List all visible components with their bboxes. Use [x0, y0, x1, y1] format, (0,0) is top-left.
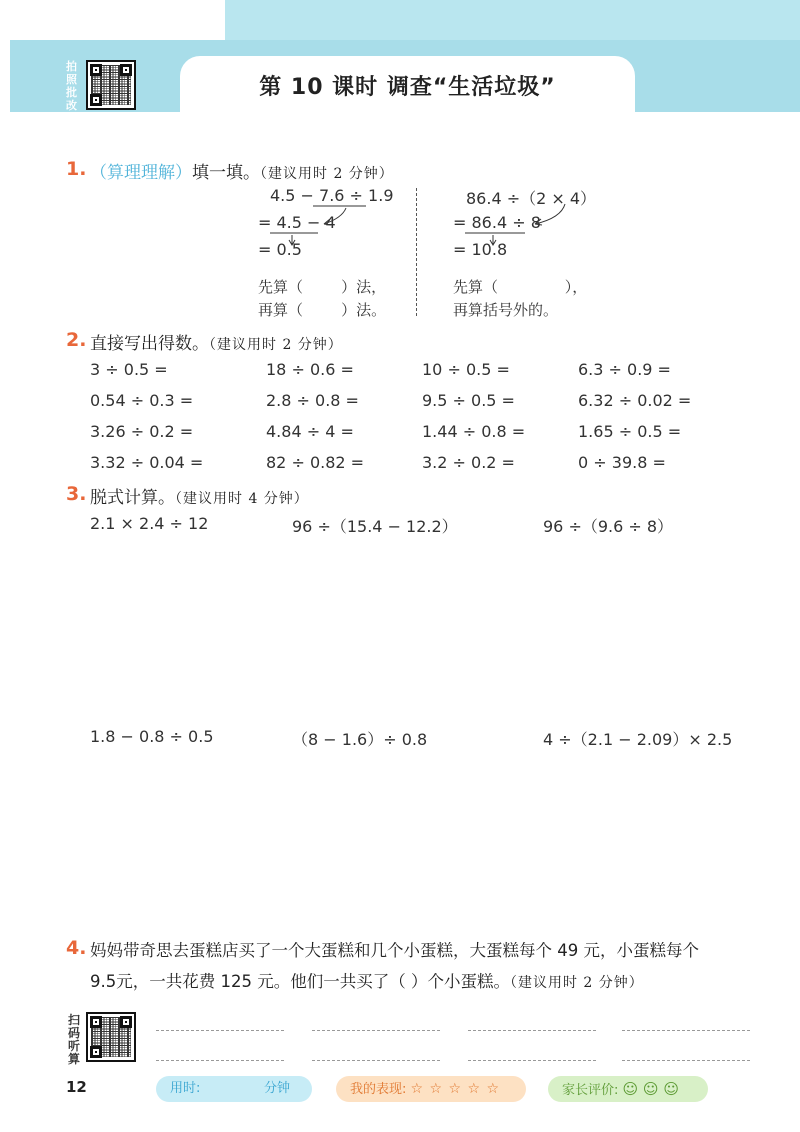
- question-2-title: [90, 329, 343, 354]
- star-rating-icon[interactable]: ☆ ☆ ☆ ☆ ☆: [410, 1081, 501, 1097]
- q2-item: 0.54 ÷ 0.3 =: [90, 391, 194, 410]
- question-3-hint: （建议用时 4 分钟）: [175, 491, 309, 507]
- q1-right-arrows: [453, 198, 583, 248]
- qr-code-icon[interactable]: [86, 1012, 136, 1062]
- q2-item: 2.8 ÷ 0.8 =: [266, 391, 359, 410]
- q1-divider: [416, 188, 417, 316]
- q2-item: 3.32 ÷ 0.04 =: [90, 453, 204, 472]
- scan-label: 扫码听算: [68, 1013, 81, 1066]
- question-4-line1: 妈妈带奇思去蛋糕店买了一个大蛋糕和几个小蛋糕，大蛋糕每个 49 元，小蛋糕每个: [90, 941, 699, 960]
- question-4-line2-wrap: [90, 968, 644, 992]
- q1-right-fill1: 先算（ ），: [453, 278, 588, 296]
- q2-item: 82 ÷ 0.82 =: [266, 453, 365, 472]
- question-3-number: 3.: [66, 483, 87, 505]
- q3-expression: 4 ÷（2.1 − 2.09）× 2.5: [543, 730, 733, 749]
- q2-item: 6.3 ÷ 0.9 =: [578, 360, 671, 379]
- q2-item: 6.32 ÷ 0.02 =: [578, 391, 692, 410]
- q1-right-line3: = 10.8: [453, 240, 508, 259]
- q1-left-arrows: [258, 198, 388, 248]
- qr-code-icon[interactable]: [86, 60, 136, 110]
- question-1-text: 填一填。: [192, 163, 260, 183]
- qr-label: 拍照批改: [66, 60, 77, 112]
- q1-left-fill2: 再算（ ）法。: [258, 301, 387, 319]
- q1-left-line1: 4.5 − 7.6 ÷ 1.9: [270, 186, 394, 205]
- q2-item: 1.44 ÷ 0.8 =: [422, 422, 526, 441]
- q2-item: 4.84 ÷ 4 =: [266, 422, 354, 441]
- q3-expression: 96 ÷（15.4 − 12.2）: [292, 517, 458, 536]
- time-label: 用时:: [170, 1081, 201, 1096]
- question-4-number: 4.: [66, 937, 87, 959]
- q1-left-line3: = 0.5: [258, 240, 302, 259]
- answer-line[interactable]: [622, 1030, 750, 1031]
- answer-line[interactable]: [622, 1060, 750, 1061]
- question-1-tag: （算理理解）: [90, 163, 192, 183]
- question-4-line2: 9.5元，一共花费 125 元。他们一共买了（ ）个小蛋糕。: [90, 972, 510, 991]
- question-4-hint: （建议用时 2 分钟）: [509, 975, 644, 991]
- question-3-title: [90, 483, 309, 508]
- smiley-face-icon[interactable]: ☺ ☺ ☺: [622, 1080, 679, 1098]
- q1-right-fill2: 再算括号外的。: [453, 301, 559, 319]
- performance-label: 我的表现:: [350, 1082, 407, 1097]
- q2-item: 3 ÷ 0.5 =: [90, 360, 168, 379]
- q3-expression: 2.1 × 2.4 ÷ 12: [90, 514, 209, 533]
- question-2-hint: （建议用时 2 分钟）: [209, 337, 343, 353]
- question-3-text: 脱式计算。: [90, 488, 175, 508]
- q1-left-fill1: 先算（ ）法，: [258, 278, 387, 296]
- question-1-title: [90, 158, 394, 183]
- q3-expression: 96 ÷（9.6 ÷ 8）: [543, 517, 674, 536]
- time-spent-pill: [156, 1076, 312, 1102]
- performance-pill: [336, 1076, 526, 1102]
- question-1-hint: （建议用时 2 分钟）: [260, 166, 394, 182]
- question-1-number: 1.: [66, 158, 87, 180]
- answer-line[interactable]: [156, 1030, 284, 1031]
- q1-left-line2: = 4.5 − 4: [258, 213, 336, 232]
- time-unit: 分钟: [264, 1081, 291, 1096]
- q2-item: 3.2 ÷ 0.2 =: [422, 453, 515, 472]
- parent-review-label: 家长评价:: [562, 1083, 619, 1098]
- q3-expression: （8 − 1.6）÷ 0.8: [292, 730, 428, 749]
- q2-item: 0 ÷ 39.8 =: [578, 453, 666, 472]
- q2-item: 1.65 ÷ 0.5 =: [578, 422, 682, 441]
- q1-right-line1: 86.4 ÷（2 × 4）: [466, 189, 597, 208]
- q2-item: 9.5 ÷ 0.5 =: [422, 391, 515, 410]
- q2-item: 18 ÷ 0.6 =: [266, 360, 354, 379]
- page-number: 12: [66, 1078, 87, 1096]
- q2-item: 10 ÷ 0.5 =: [422, 360, 510, 379]
- answer-line[interactable]: [312, 1060, 440, 1061]
- q2-item: 3.26 ÷ 0.2 =: [90, 422, 194, 441]
- answer-line[interactable]: [468, 1030, 596, 1031]
- answer-line[interactable]: [156, 1060, 284, 1061]
- answer-line[interactable]: [468, 1060, 596, 1061]
- page-title: 第 10 课时 调查“生活垃圾”: [259, 75, 556, 100]
- parent-review-pill: [548, 1076, 708, 1102]
- question-2-number: 2.: [66, 329, 87, 351]
- answer-line[interactable]: [312, 1030, 440, 1031]
- q1-right-line2: = 86.4 ÷ 8: [453, 213, 541, 232]
- q3-expression: 1.8 − 0.8 ÷ 0.5: [90, 727, 214, 746]
- question-2-text: 直接写出得数。: [90, 334, 209, 354]
